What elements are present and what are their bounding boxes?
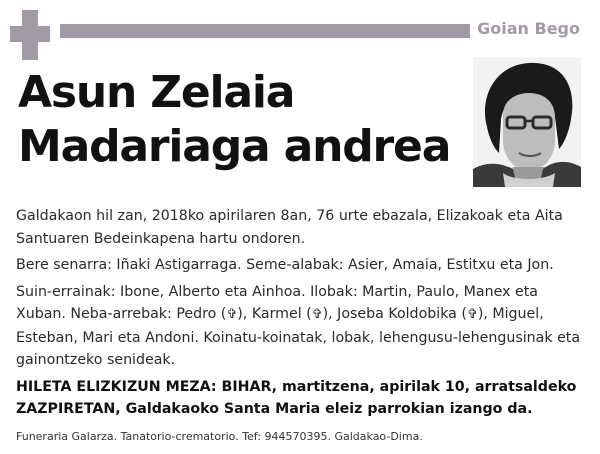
- memorial-cross-icon: ✞: [311, 307, 323, 322]
- deceased-name-line2: Madariaga andrea: [18, 121, 451, 172]
- latin-cross-icon: [10, 10, 50, 60]
- portrait-photo: [473, 57, 581, 187]
- memorial-cross-icon: ✞: [466, 307, 478, 322]
- relatives-text-part: Suin-errainak: Ibone, Alberto eta Ainhoa. Ilobak: Martin, Paulo, Manex eta Xuban. Neba-arrebak: Pedro (: [16, 283, 538, 322]
- deceased-name: [18, 66, 450, 174]
- relatives-text-part: ), Joseba Koldobika (: [322, 306, 467, 322]
- relatives-text-part: ), Karmel (: [237, 306, 312, 322]
- relatives-paragraph: [16, 281, 586, 372]
- relatives-text-part: ), Miguel, Esteban, Mari eta Andoni. Koinatu-koinatak, lobak, lehengusu-lehengusinak eta gainontzeko senideak.: [16, 306, 581, 368]
- brand-name: Goian Bego: [477, 19, 580, 38]
- funeral-mass-paragraph: HILETA ELIZKIZUN MEZA: BIHAR, martitzena, apirilak 10, arratsaldeko ZAZPIRETAN, Galdakaoko Santa Maria eleiz parrokian izango da.: [16, 378, 577, 417]
- funeral-home-footer: Funeraria Galarza. Tanatorio-crematorio. Tef: 944570395. Galdakao-Dima.: [16, 430, 423, 443]
- obituary-text: [16, 205, 586, 425]
- header-rule: [60, 24, 470, 38]
- deceased-name-line1: Asun Zelaia: [18, 67, 295, 118]
- portrait-image: [473, 57, 581, 187]
- memorial-cross-icon: ✞: [226, 307, 238, 322]
- spouse-children-paragraph: Bere senarra: Iñaki Astigarraga. Seme-alabak: Asier, Amaia, Estitxu eta Jon.: [16, 257, 554, 273]
- death-notice-paragraph: Galdakaon hil zan, 2018ko apirilaren 8an, 76 urte ebazala, Elizakoak eta Aita Santuaren Bedeinkapena hartu ondoren.: [16, 208, 563, 247]
